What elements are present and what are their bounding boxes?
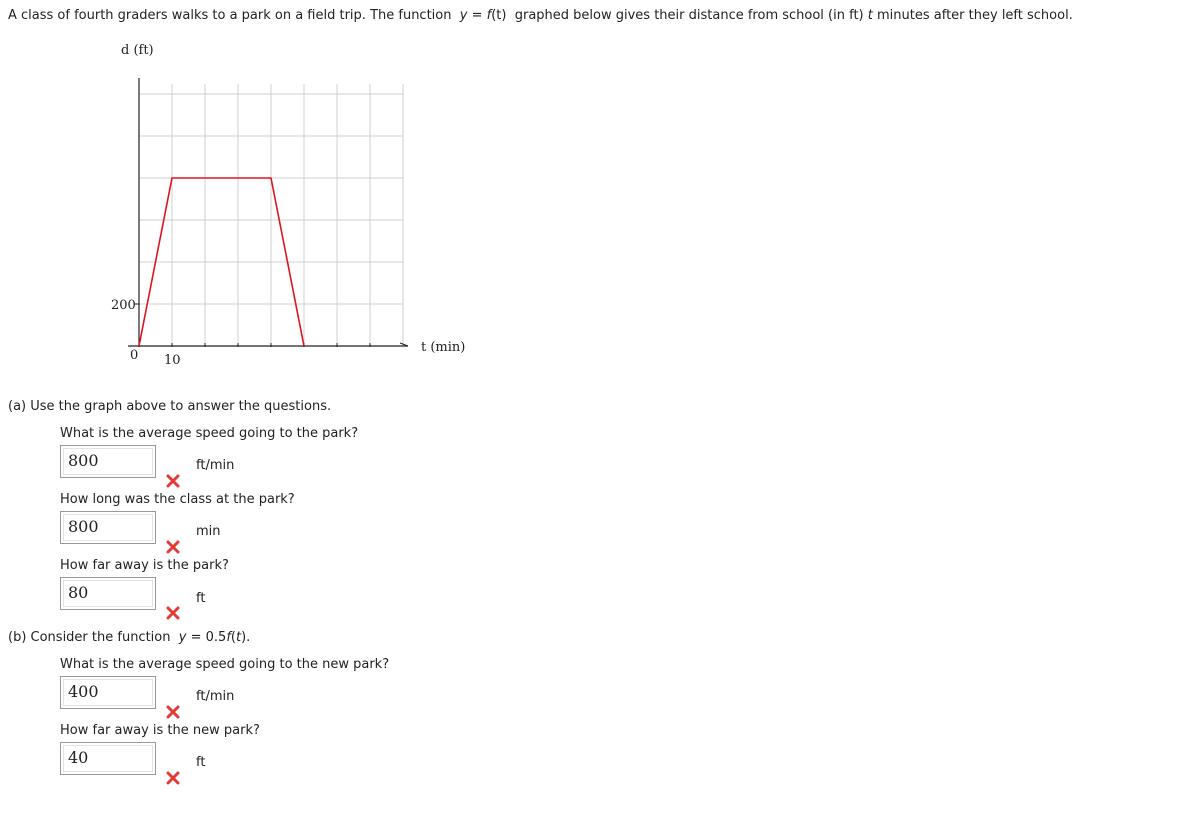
question-a2: How long was the class at the park?: [60, 492, 295, 507]
incorrect-x-icon: [166, 474, 180, 488]
part-b-eq-t: t: [235, 630, 242, 645]
incorrect-x-icon: [166, 705, 180, 719]
answer-b2-input[interactable]: 40: [60, 742, 156, 775]
part-a-label: (a) Use the graph above to answer the questions.: [8, 399, 332, 414]
answer-a1-input[interactable]: 800: [60, 445, 156, 478]
problem-text-2: graphed below gives their distance from school (in ft): [514, 8, 864, 23]
incorrect-x-icon: [166, 540, 180, 554]
problem-statement: [8, 8, 1073, 23]
part-b-eq-equals: =: [190, 630, 202, 645]
x-axis-label: t (min): [421, 340, 466, 355]
answer-b1-input[interactable]: 400: [60, 676, 156, 709]
incorrect-x-icon: [166, 606, 180, 620]
unit-a2: min: [196, 524, 221, 539]
question-a3: How far away is the park?: [60, 558, 229, 573]
unit-a3: ft: [196, 591, 206, 606]
part-b-eq-open: (: [230, 630, 236, 645]
unit-a1: ft/min: [196, 458, 235, 473]
y-tick-label-200: 200: [111, 298, 136, 313]
answer-a2-input[interactable]: 800: [60, 511, 156, 544]
answer-a3-input[interactable]: 80: [60, 577, 156, 610]
part-b-label: [8, 630, 250, 645]
incorrect-x-icon: [166, 771, 180, 785]
problem-text-1: A class of fourth graders walks to a park on a field trip. The function: [8, 8, 452, 23]
part-b-prefix: (b) Consider the function: [8, 630, 171, 645]
distance-time-graph: [100, 40, 480, 370]
eq-equals: =: [471, 8, 483, 23]
part-b-eq-y: y: [178, 630, 187, 645]
grid: [139, 84, 403, 346]
part-b-eq-close: ).: [241, 630, 251, 645]
question-a1: What is the average speed going to the park?: [60, 426, 359, 441]
part-b-eq-coef: 0.5: [205, 630, 227, 645]
part-b-eq-f: f: [226, 630, 231, 645]
unit-b2: ft: [196, 755, 206, 770]
t-variable: t: [867, 8, 873, 23]
eq-y: y: [459, 8, 468, 23]
unit-b1: ft/min: [196, 689, 235, 704]
origin-label: 0: [130, 348, 139, 363]
problem-text-3: minutes after they left school.: [877, 8, 1073, 23]
question-b2: How far away is the new park?: [60, 723, 260, 738]
eq-f: f: [486, 8, 492, 23]
question-b1: What is the average speed going to the new park?: [60, 657, 390, 672]
eq-t: (t): [491, 8, 507, 23]
x-tick-label-10: 10: [164, 353, 181, 368]
y-axis-label: d (ft): [121, 43, 154, 58]
